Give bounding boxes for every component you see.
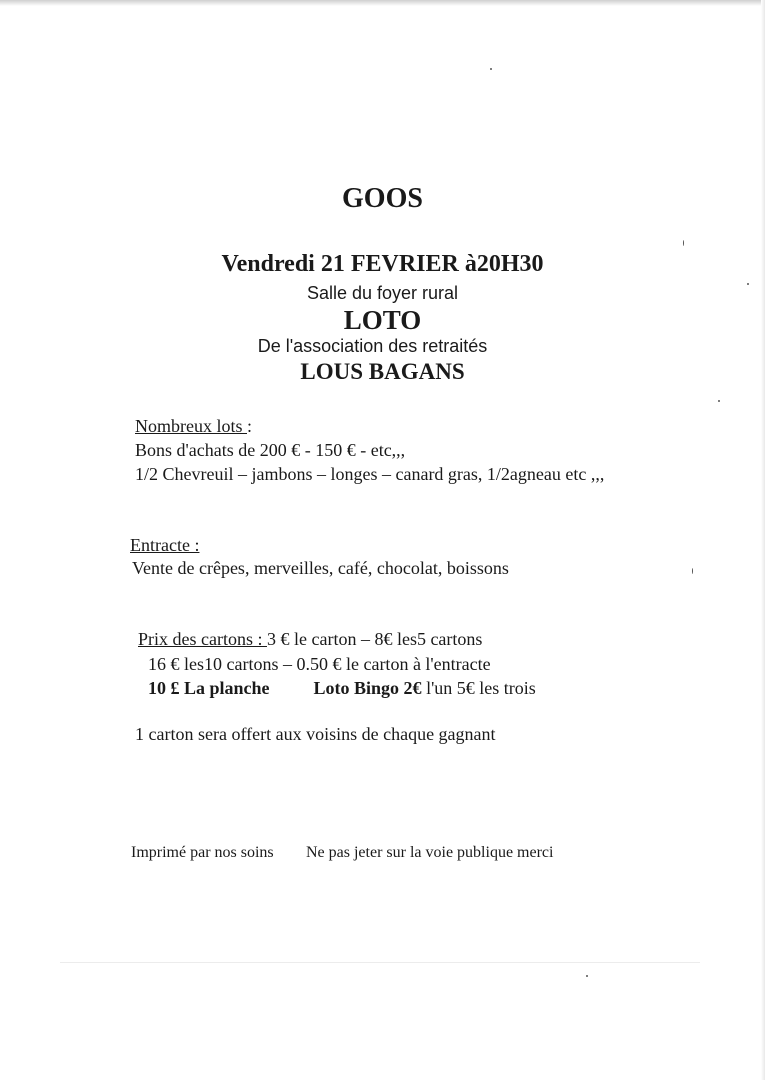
footer-notice: Ne pas jeter sur la voie publique merci [306, 844, 554, 861]
event-date: Vendredi 21 FEVRIER à20H30 [221, 251, 544, 277]
scan-speck [490, 68, 492, 70]
scan-edge-top [0, 0, 765, 6]
scan-speck [692, 568, 693, 574]
event-name: LOTO [343, 305, 422, 335]
pricing-line-1: Prix des cartons : 3 € le carton – 8€ les5 cartons [138, 629, 483, 649]
neighbors-note: 1 carton sera offert aux voisins de chaque gagnant [135, 724, 496, 744]
prizes-vouchers: Bons d'achats de 200 € - 150 € - etc,,, [135, 440, 406, 460]
scan-fold-line [60, 962, 700, 963]
organizer-name: LOUS BAGANS [300, 359, 465, 384]
pricing-line-3: 10 £ La planche Loto Bingo 2€ l'un 5€ les trois [148, 678, 536, 698]
footer-printed: Imprimé par nos soins [131, 844, 274, 861]
scan-speck [683, 240, 684, 246]
organizer-intro: De l'association des retraités [257, 336, 488, 356]
intermission-sales: Vente de crêpes, merveilles, café, chocolat, boissons [132, 558, 509, 578]
prizes-food: 1/2 Chevreuil – jambons – longes – canard gras, 1/2agneau etc ,,, [135, 464, 605, 484]
scan-speck [718, 400, 720, 402]
intermission-heading: Entracte : [130, 535, 200, 555]
scan-speck [586, 975, 588, 977]
pricing-line-2: 16 € les10 cartons – 0.50 € le carton à l'entracte [148, 654, 491, 674]
prizes-heading: Nombreux lots : [135, 416, 253, 436]
venue: Salle du foyer rural [306, 283, 459, 303]
scan-edge-right [761, 0, 765, 1080]
town-title: GOOS [342, 183, 423, 214]
